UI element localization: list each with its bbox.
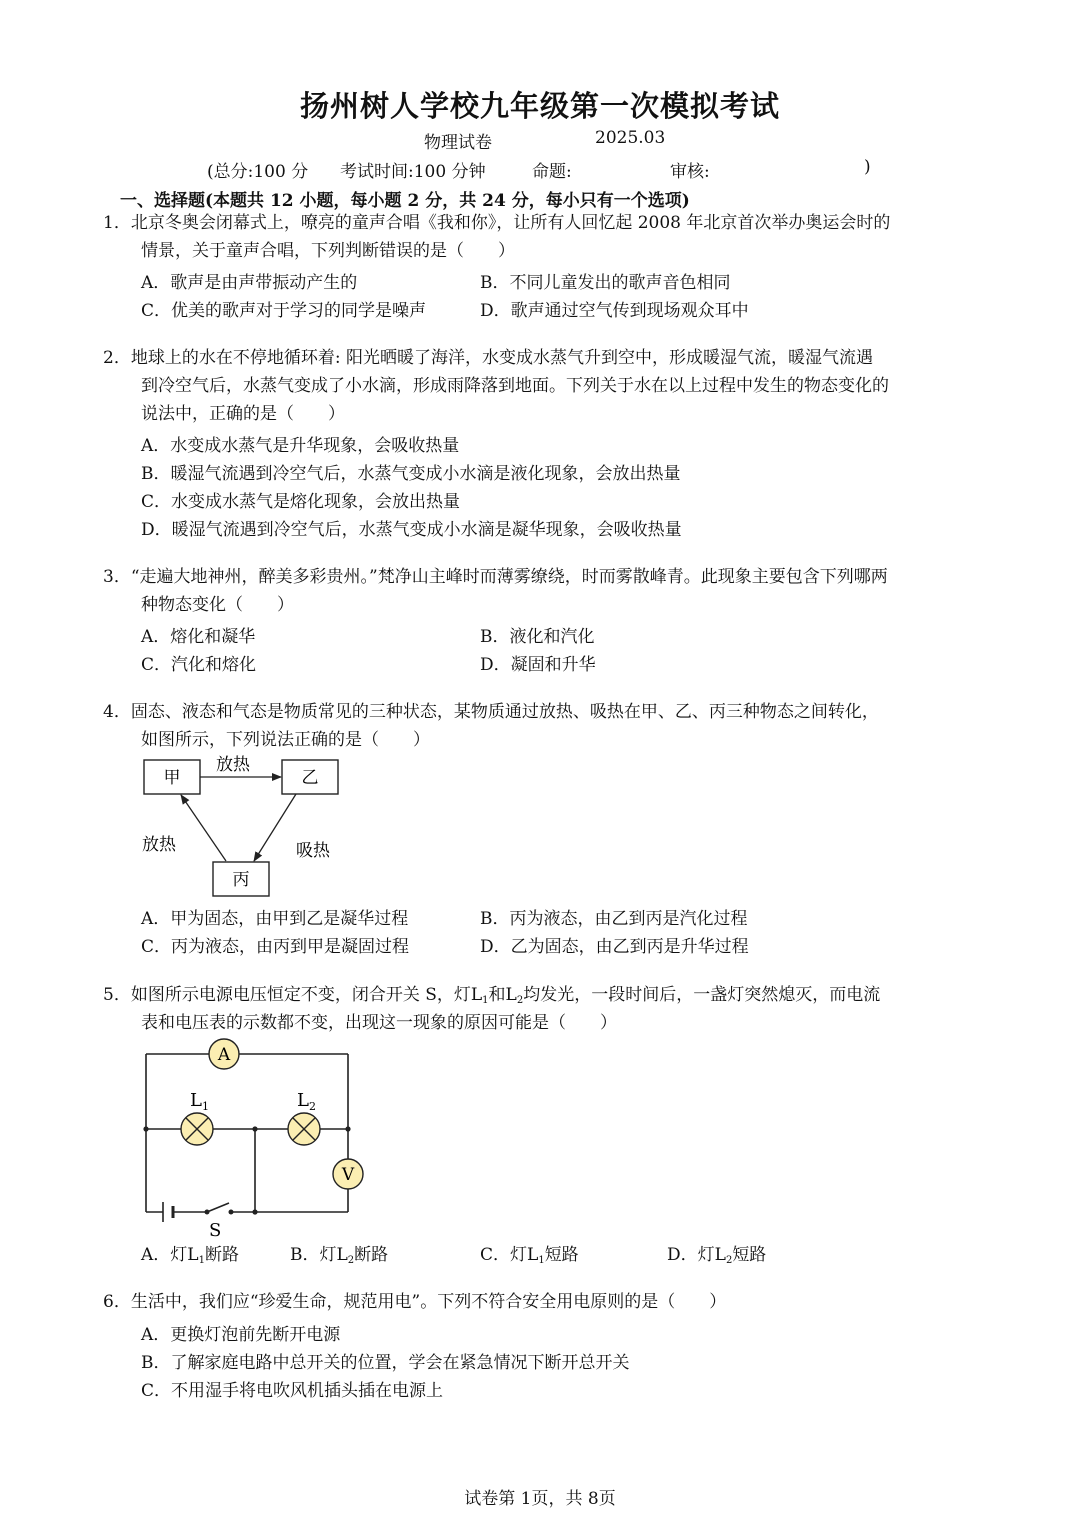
label-fangre-top: 放热 bbox=[216, 755, 250, 775]
q1-option-d: D．歌声通过空气传到现场观众耳中 bbox=[480, 301, 749, 321]
label-xire-right: 吸热 bbox=[296, 841, 330, 861]
info-close-paren: ) bbox=[864, 157, 871, 177]
q5-option-a: A．灯$L_1$断路 bbox=[141, 1245, 239, 1266]
q2-option-a: A．水变成水蒸气是升华现象，会吸收热量 bbox=[141, 436, 460, 456]
q6-option-c: C．不用湿手将电吹风机插头插在电源上 bbox=[141, 1381, 444, 1401]
q3-option-b: B．液化和汽化 bbox=[480, 627, 595, 647]
box-yi-label: 乙 bbox=[301, 768, 319, 788]
ammeter-label: A bbox=[217, 1045, 231, 1065]
q2-stem-line2: 到冷空气后，水蒸气变成了小水滴，形成雨降落到地面。下列关于水在以上过程中发生的物态变化的 bbox=[141, 376, 889, 396]
info-setter: 命题: bbox=[532, 162, 572, 182]
q6-option-b: B．了解家庭电路中总开关的位置，学会在紧急情况下断开总开关 bbox=[141, 1353, 630, 1373]
q5-option-b: B．灯$L_2$断路 bbox=[290, 1245, 389, 1266]
q4-stem-line1: 4．固态、液态和气态是物质常见的三种状态，某物质通过放热、吸热在甲、乙、丙三种物态之间转化， bbox=[103, 702, 879, 722]
q3-option-a: A．熔化和凝华 bbox=[141, 627, 256, 647]
info-total-score: (总分:100 分 bbox=[207, 162, 309, 182]
q3-option-c: C．汽化和熔化 bbox=[141, 655, 257, 675]
section-heading: 一、选择题(本题共 12 小题，每小题 2 分，共 24 分，每小只有一个选项) bbox=[120, 191, 690, 211]
q1-option-b: B．不同儿童发出的歌声音色相同 bbox=[480, 273, 731, 293]
label-fangre-left: 放热 bbox=[142, 835, 176, 855]
q2-option-d: D．暖湿气流遇到冷空气后，水蒸气变成小水滴是凝华现象，会吸收热量 bbox=[141, 520, 682, 540]
arrow-bing-to-jia bbox=[181, 795, 226, 861]
junction-dot-mid bbox=[252, 1126, 257, 1131]
arrow-yi-to-bing bbox=[254, 794, 296, 861]
q6-option-a: A．更换灯泡前先断开电源 bbox=[141, 1325, 341, 1345]
circuit-diagram bbox=[135, 1036, 375, 1241]
q2-stem-line3: 说法中，正确的是（ ） bbox=[141, 404, 345, 424]
q5-stem-line1: 5．如图所示电源电压恒定不变，闭合开关 S，灯$L_1$和$L_2$均发光，一段时间后，一盏灯突然熄灭，而电流 bbox=[103, 985, 881, 1006]
q2-stem-line1: 2．地球上的水在不停地循环着: 阳光晒暖了海洋，水变成水蒸气升到空中，形成暖湿气流，暖湿气流遇 bbox=[103, 348, 873, 368]
switch-label: S bbox=[209, 1220, 222, 1241]
switch-blade bbox=[207, 1203, 229, 1212]
voltmeter-label: V bbox=[341, 1165, 355, 1185]
q5-lamp1-symbol: L bbox=[470, 985, 483, 1005]
page-footer: 试卷第 1页，共 8页 bbox=[464, 1489, 616, 1509]
q5-option-d: D．灯$L_2$短路 bbox=[667, 1245, 767, 1266]
q4-stem-line2: 如图所示，下列说法正确的是（ ） bbox=[141, 730, 430, 750]
q5-option-c: C．灯$L_1$短路 bbox=[480, 1245, 579, 1266]
q5-stem-line2: 表和电压表的示数都不变，出现这一现象的原因可能是（ ） bbox=[141, 1013, 617, 1033]
q5-lamp2-symbol: L bbox=[505, 985, 517, 1005]
q4-option-a: A．甲为固态，由甲到乙是凝华过程 bbox=[141, 909, 409, 929]
box-bing-label: 丙 bbox=[232, 870, 250, 890]
q1-option-a: A．歌声是由声带振动产生的 bbox=[141, 273, 358, 293]
q1-stem-line1: 1．北京冬奥会闭幕式上，嘹亮的童声合唱《我和你》，让所有人回忆起 2008 年北京首次举办奥运会时的 bbox=[103, 213, 891, 233]
q1-option-c: C．优美的歌声对于学习的同学是噪声 bbox=[141, 301, 427, 321]
switch-contact bbox=[229, 1210, 234, 1215]
q4-option-c: C．丙为液态，由丙到甲是凝固过程 bbox=[141, 937, 410, 957]
page-title: 扬州树人学校九年级第一次模拟考试 bbox=[299, 89, 780, 123]
q1-stem-line2: 情景，关于童声合唱，下列判断错误的是（ ） bbox=[141, 241, 515, 261]
state-change-diagram bbox=[130, 748, 360, 903]
subject-label: 物理试卷 bbox=[424, 133, 492, 153]
q3-stem-line2: 种物态变化（ ） bbox=[141, 595, 294, 615]
lamp-l1-label: $L_1$ bbox=[190, 1090, 209, 1113]
q3-option-d: D．凝固和升华 bbox=[480, 655, 596, 675]
q2-option-b: B．暖湿气流遇到冷空气后，水蒸气变成小水滴是液化现象，会放出热量 bbox=[141, 464, 681, 484]
exam-date: 2025.03 bbox=[595, 128, 666, 148]
box-jia-label: 甲 bbox=[163, 768, 181, 788]
q3-stem-line1: 3．“走遍大地神州，醉美多彩贵州。”梵净山主峰时而薄雾缭绕，时而雾散峰青。此现象主要包含下列哪两 bbox=[103, 567, 888, 587]
info-reviewer: 审核: bbox=[670, 162, 710, 182]
junction-dot-bottom bbox=[252, 1209, 257, 1214]
q2-option-c: C．水变成水蒸气是熔化现象，会放出热量 bbox=[141, 492, 461, 512]
info-exam-time: 考试时间:100 分钟 bbox=[340, 162, 486, 182]
q6-stem-line1: 6．生活中，我们应“珍爱生命，规范用电”。下列不符合安全用电原则的是（ ） bbox=[103, 1292, 727, 1312]
q4-option-d: D．乙为固态，由乙到丙是升华过程 bbox=[480, 937, 749, 957]
q4-option-b: B．丙为液态，由乙到丙是汽化过程 bbox=[480, 909, 748, 929]
junction-dot-right bbox=[345, 1126, 350, 1131]
junction-dot-left bbox=[143, 1126, 148, 1131]
lamp-l2-label: $L_2$ bbox=[297, 1090, 316, 1113]
